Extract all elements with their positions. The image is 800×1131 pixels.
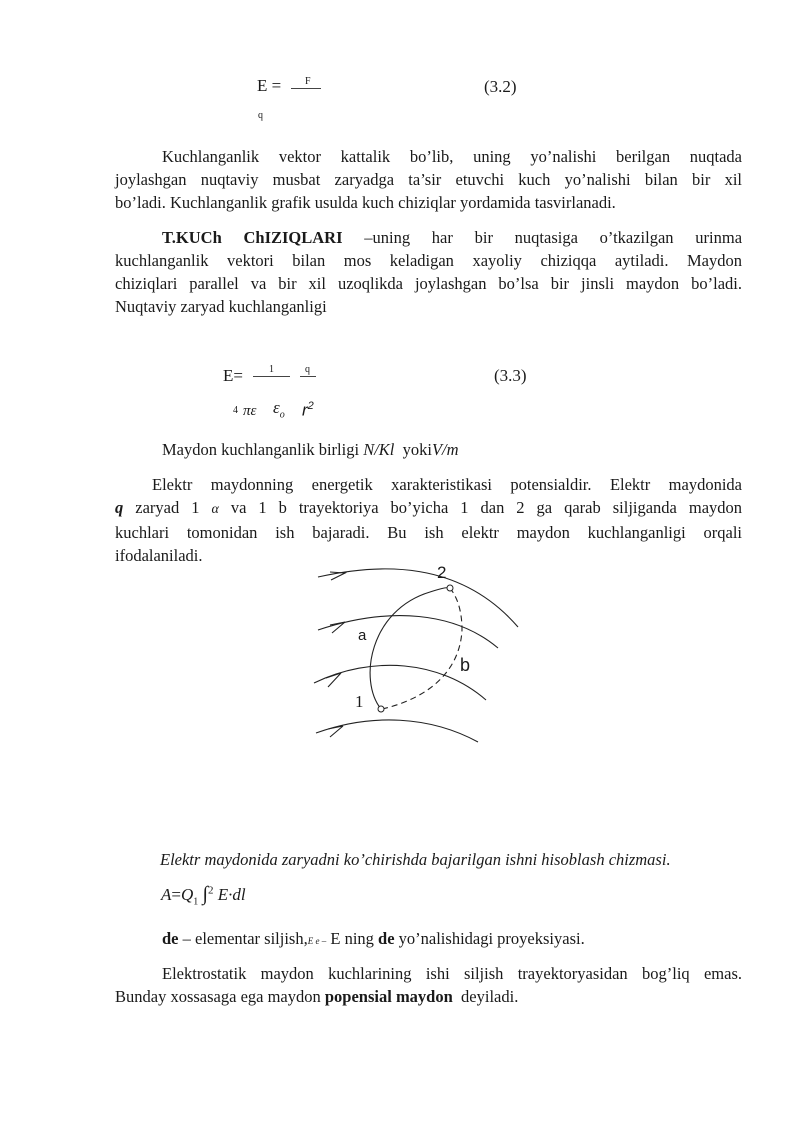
paragraph-line-rest: –uning har bir nuqtasiga o’tkazilgan urinma	[364, 228, 743, 247]
trajectory-b	[382, 588, 462, 709]
point-1-marker	[378, 706, 384, 712]
work-symbol: A	[161, 885, 172, 904]
equals-sign: =	[171, 885, 181, 904]
arrow-head-3	[326, 673, 341, 687]
line-part: zaryad 1	[135, 498, 200, 517]
de-definition	[162, 929, 585, 949]
paragraph-line	[115, 985, 742, 1008]
de-term: de	[378, 929, 395, 948]
formula-3-3-number: (3.3)	[494, 366, 527, 385]
formula-work	[161, 883, 246, 907]
formula-3-2-lhs: E =	[257, 76, 282, 95]
paragraph-line: ifodalaniladi.	[115, 546, 203, 565]
charge-subscript: 1	[193, 896, 199, 908]
arrow-head-2	[330, 622, 345, 633]
paragraph-line: kuchlanganlik vektori bilan mos keladigan xayoliy chiziqqa aytiladi. Maydon	[115, 251, 742, 270]
field-line-4	[316, 720, 478, 742]
line-part: va 1 b trayektoriya bo’yicha 1 dan 2 ga qarab siljiganda maydon	[230, 498, 743, 517]
paragraph-line: Elektr maydonning energetik xarakteristikasi potensialdir. Elektr maydonida	[152, 475, 742, 494]
charge-symbol: Q	[180, 885, 194, 904]
field-line-2	[318, 616, 498, 648]
diagram-label-a: a	[358, 627, 367, 644]
paragraph-line: Kuchlanganlik vektor kattalik bo’lib, uning yo’nalishi berilgan nuqtada	[162, 147, 742, 166]
integral-upper-limit: 2	[208, 884, 214, 897]
paragraph-line: joylashgan nuqtaviy musbat zaryadga ta’sir etuvchi kuch yo’nalishi bilan bir xil	[115, 170, 742, 189]
de-text: E ning	[326, 929, 379, 948]
paragraph-potential-field	[115, 962, 742, 1008]
formula-3-3-r: $r^2$	[302, 400, 314, 420]
diagram-label-b: b	[460, 655, 471, 675]
de-text: – elementar siljish,	[178, 929, 308, 948]
paragraph-line: kuchlari tomonidan ish bajaradi. Bu ish elektr maydon kuchlanganligi orqali	[115, 523, 742, 542]
formula-3-2-number: (3.2)	[484, 77, 517, 96]
unit-line-mid: yoki	[394, 440, 432, 459]
paragraph-line: chiziqlari parallel va bir xil uzoqlikda joylashgan bo’lsa bir jinsli maydon bo’ladi.	[115, 274, 742, 293]
formula-3-2-denominator: q	[258, 110, 263, 121]
formula-3-3-num2: q	[305, 364, 310, 375]
integral-sign: ∫	[202, 883, 208, 905]
field-line-1	[318, 569, 518, 627]
line-part: deyiladi.	[452, 987, 519, 1006]
formula-3-3-pi-eps: πε	[243, 403, 257, 419]
formula-3-3-num1: 1	[269, 364, 274, 375]
unit-line-text: Maydon kuchlanganlik birligi	[162, 440, 364, 459]
paragraph-line: Elektrostatik maydon kuchlarining ishi siljish trayektoryasidan bog’liq emas.	[162, 964, 742, 983]
figure-caption: Elektr maydonida zaryadni ko’chirishda bajarilgan ishni hisoblash chizmasi.	[160, 850, 671, 869]
de-text: yo’nalishidagi proyeksiyasi.	[394, 929, 585, 948]
diagram-label-1: 1	[355, 692, 364, 711]
charge-q: q	[115, 498, 124, 517]
paragraph-line: Nuqtaviy zaryad kuchlanganligi	[115, 297, 327, 316]
alpha-symbol: α	[211, 502, 219, 517]
formula-3-2-numerator: F	[305, 76, 311, 87]
unit-n-per-kl: N/Kl	[363, 440, 395, 459]
diagram-label-2: 2	[437, 563, 447, 582]
formula-3-3-lhs: E=	[223, 366, 243, 385]
unit-v-per-m: V/m	[431, 440, 459, 459]
point-2-marker	[447, 585, 453, 591]
de-term: de	[162, 929, 179, 948]
paragraph-line: bo’ladi. Kuchlanganlik grafik usulda kuch chiziqlar yordamida tasvirlanadi.	[115, 193, 616, 212]
arrow-head-4	[328, 726, 343, 737]
line-part: Bunday xossasaga ega maydon	[115, 987, 325, 1006]
formula-3-3-eps0: $\varepsilon_o$	[273, 398, 285, 421]
formula-3-3-den-prefix: 4	[233, 405, 238, 416]
projection-small: E e –	[307, 936, 327, 946]
term-field-lines: T.KUCh ChIZIQLARI	[162, 228, 343, 247]
term-potential-field: popensial maydon	[324, 987, 453, 1006]
integrand: E·dl	[217, 885, 246, 904]
trajectory-a	[370, 588, 450, 709]
